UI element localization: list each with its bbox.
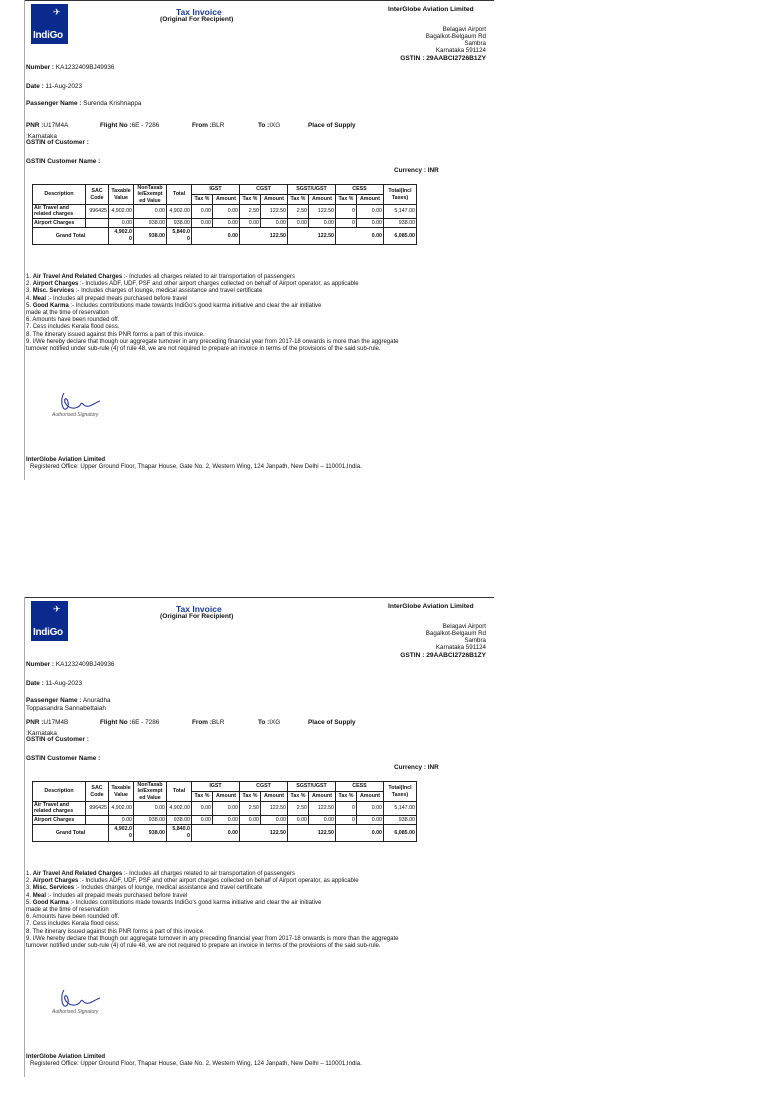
note-heading: Airport Charges bbox=[32, 878, 79, 885]
to-label: To : bbox=[258, 719, 270, 726]
address-line: Bagalkot-Belgaum Rd bbox=[425, 33, 486, 41]
to-field bbox=[258, 122, 281, 130]
cell-total-incl: 5,147.00 bbox=[384, 205, 417, 219]
note-heading: Air Travel And Related Charges bbox=[32, 274, 123, 280]
invoice-page-2 bbox=[24, 597, 494, 1097]
note-item bbox=[26, 310, 486, 317]
col-taxable: Taxable Value bbox=[109, 185, 134, 205]
invoice-title: Tax Invoice bbox=[176, 604, 222, 614]
note-text: :- Includes all prepaid meals purchased before travel bbox=[47, 892, 188, 899]
authorised-signatory: Authorised Signatory bbox=[52, 412, 99, 418]
cess-pct-header: Tax % bbox=[336, 195, 357, 205]
footer bbox=[26, 1053, 446, 1068]
invoice-number bbox=[26, 661, 114, 669]
date-label: Date : bbox=[26, 83, 44, 90]
note-number: 3. bbox=[26, 885, 32, 892]
cell-sgst-pct: 2.50 bbox=[288, 802, 309, 816]
left-border bbox=[24, 597, 25, 1077]
col-cess: CESS bbox=[336, 782, 384, 792]
col-igst: IGST bbox=[192, 185, 240, 195]
note-number: 6. bbox=[26, 914, 32, 921]
cell-cess-amt: 0.00 bbox=[357, 205, 384, 219]
cell-igst-amt: 0.00 bbox=[213, 218, 240, 227]
company-gstin: GSTIN : 29AABCI2726B1ZY bbox=[400, 652, 486, 659]
invoice-number bbox=[26, 64, 114, 72]
from-label: From : bbox=[192, 719, 212, 726]
note-item bbox=[26, 914, 486, 921]
cell-sac: 996425 bbox=[86, 802, 109, 816]
note-text: Cess includes Kerala flood cess. bbox=[32, 921, 120, 928]
gstin-customer-name: GSTIN Customer Name : bbox=[26, 755, 101, 762]
note-item bbox=[26, 943, 486, 950]
to-label: To : bbox=[258, 122, 270, 129]
from-value: BLR bbox=[211, 719, 225, 726]
note-item bbox=[26, 317, 486, 324]
cell-cess-pct: 0 bbox=[336, 218, 357, 227]
grand-total-row bbox=[33, 824, 417, 841]
col-sgst: SGST/UGST bbox=[288, 782, 336, 792]
cell-total: 4,902.00 bbox=[167, 205, 192, 219]
note-item bbox=[26, 878, 486, 885]
table-row bbox=[33, 205, 417, 219]
col-sac: SAC Code bbox=[86, 185, 109, 205]
col-sgst: SGST/UGST bbox=[288, 185, 336, 195]
passenger-value: Surenda Krishnappa bbox=[83, 100, 142, 107]
note-text: :- Includes ADF, UDF, PSF and other airport charges collected on behalf of Airport operator, as applicable bbox=[80, 281, 359, 288]
sgst-pct-header: Tax % bbox=[288, 195, 309, 205]
address-line: Sambra bbox=[464, 40, 486, 48]
note-item bbox=[26, 893, 486, 900]
note-number: 4. bbox=[26, 892, 32, 899]
footer-company: InterGlobe Aviation Limited bbox=[26, 456, 106, 463]
table-header-row bbox=[33, 185, 417, 195]
note-text: The itinerary issued against this PNR forms a part of this invoice. bbox=[32, 331, 205, 338]
note-heading: Misc. Services bbox=[32, 288, 75, 295]
company-name: InterGlobe Aviation Limited bbox=[388, 603, 474, 610]
left-border bbox=[24, 0, 25, 480]
note-number: 1. bbox=[26, 274, 32, 280]
passenger-value: Anuradha bbox=[82, 697, 111, 704]
note-text: made at the time of reservation bbox=[26, 309, 109, 316]
cell-total-incl: 5,147.00 bbox=[384, 802, 417, 816]
note-text: made at the time of reservation bbox=[26, 906, 109, 913]
address-line: Karnataka 591124 bbox=[435, 47, 486, 55]
pnr-field bbox=[26, 719, 69, 727]
authorised-signatory: Authorised Signatory bbox=[52, 1009, 99, 1015]
col-description: Description bbox=[33, 185, 86, 205]
note-item bbox=[26, 907, 486, 914]
note-heading: Good Karma bbox=[32, 899, 69, 906]
note-item bbox=[26, 885, 486, 892]
sgst-pct-header: Tax % bbox=[288, 792, 309, 802]
igst-amt-header: Amount bbox=[213, 195, 240, 205]
company-gstin: GSTIN : 29AABCI2726B1ZY bbox=[400, 55, 486, 62]
to-value: IXG bbox=[269, 122, 281, 129]
cgst-amt-header: Amount bbox=[261, 792, 288, 802]
note-text: :- Includes contributions made towards IndiGo's good karma initiative and clear the air initiative bbox=[70, 899, 322, 906]
cell-nontaxable: 938.00 bbox=[134, 218, 167, 227]
note-item bbox=[26, 339, 486, 346]
note-text: I/We hereby declare that though our aggregate turnover in any preceding financial year from 2017-18 onwards is more than the aggregate bbox=[32, 338, 399, 345]
cell-cess-pct: 0 bbox=[336, 815, 357, 824]
cell-sgst-amt: 122.50 bbox=[309, 205, 336, 219]
footer-address: Registered Office: Upper Ground Floor, Thapar House, Gate No. 2, Western Wing, 124 Janpath, New Delhi – 110001,India. bbox=[30, 1060, 362, 1068]
cell-cess-pct: 0 bbox=[336, 802, 357, 816]
cell-sgst-amt: 0.00 bbox=[309, 218, 336, 227]
cell-taxable: 4,902.00 bbox=[109, 802, 134, 816]
cell-total-incl: 938.00 bbox=[384, 218, 417, 227]
company-address bbox=[426, 623, 486, 652]
grand-total-total: 5,840.0 0 bbox=[167, 824, 192, 841]
passenger-label: Passenger Name : bbox=[26, 697, 82, 704]
note-text: :- Includes contributions made towards IndiGo's good karma initiative and clear the air initiative bbox=[70, 302, 322, 309]
cgst-pct-header: Tax % bbox=[240, 792, 261, 802]
pnr-value: U17M4B bbox=[43, 719, 69, 726]
flight-value: 6E - 7286 bbox=[131, 719, 160, 726]
flight-label: Flight No : bbox=[100, 122, 132, 129]
cgst-amt-header: Amount bbox=[261, 195, 288, 205]
cell-sac bbox=[86, 815, 109, 824]
logo-text: IndiGo bbox=[33, 627, 63, 638]
note-number: 9. bbox=[26, 338, 32, 345]
cell-igst-pct: 0.00 bbox=[192, 815, 213, 824]
cess-amt-header: Amount bbox=[357, 792, 384, 802]
note-item bbox=[26, 346, 486, 353]
cell-cess-amt: 0.00 bbox=[357, 218, 384, 227]
cell-description: Airport Charges bbox=[33, 218, 86, 227]
passenger-name bbox=[26, 100, 141, 108]
note-number: 8. bbox=[26, 331, 32, 338]
grand-total-sgst: 122.50 bbox=[288, 227, 336, 244]
note-heading: Meal bbox=[32, 295, 47, 302]
indigo-logo bbox=[31, 601, 68, 641]
cell-description: Airport Charges bbox=[33, 815, 86, 824]
cell-nontaxable: 0.00 bbox=[134, 802, 167, 816]
note-heading: Airport Charges bbox=[32, 281, 79, 288]
from-value: BLR bbox=[211, 122, 225, 129]
invoice-date bbox=[26, 83, 82, 91]
to-value: IXG bbox=[269, 719, 281, 726]
signature-image bbox=[50, 982, 110, 1022]
grand-total-cgst: 122.50 bbox=[240, 824, 288, 841]
note-text: :- Includes all charges related to air transportation of passengers bbox=[123, 871, 295, 877]
note-number: 6. bbox=[26, 317, 32, 324]
top-rule bbox=[24, 597, 494, 598]
note-text: :- Includes all charges related to air transportation of passengers bbox=[123, 274, 295, 280]
grand-total-cess: 0.00 bbox=[336, 824, 384, 841]
col-total: Total bbox=[167, 185, 192, 205]
note-item bbox=[26, 900, 486, 907]
cell-nontaxable: 938.00 bbox=[134, 815, 167, 824]
from-field bbox=[192, 122, 225, 130]
notes-list bbox=[26, 274, 486, 353]
note-item bbox=[26, 296, 486, 303]
cell-sgst-amt: 0.00 bbox=[309, 815, 336, 824]
col-nontaxable: NonTaxab le/Exempt ed Value bbox=[134, 782, 167, 802]
top-rule bbox=[24, 0, 494, 1]
col-cgst: CGST bbox=[240, 185, 288, 195]
note-text: :- Includes charges of lounge, medical assistance and travel certificate bbox=[75, 288, 263, 295]
plane-icon: ✈ bbox=[53, 604, 61, 614]
cell-cgst-pct: 2.50 bbox=[240, 205, 261, 219]
note-number: 7. bbox=[26, 921, 32, 928]
cell-igst-amt: 0.00 bbox=[213, 802, 240, 816]
address-line: Sambra bbox=[464, 637, 486, 645]
invoice-page-1 bbox=[24, 0, 494, 500]
tax-table bbox=[32, 781, 417, 842]
cell-total: 938.00 bbox=[167, 815, 192, 824]
cgst-pct-header: Tax % bbox=[240, 195, 261, 205]
cell-taxable: 4,902.00 bbox=[109, 205, 134, 219]
note-item bbox=[26, 936, 486, 943]
note-item bbox=[26, 274, 486, 281]
currency: Currency : INR bbox=[394, 167, 439, 174]
note-text: :- Includes charges of lounge, medical assistance and travel certificate bbox=[75, 885, 263, 892]
note-item bbox=[26, 929, 486, 936]
gstin-customer-name: GSTIN Customer Name : bbox=[26, 158, 101, 165]
table-row bbox=[33, 815, 417, 824]
notes-list bbox=[26, 871, 486, 950]
note-item bbox=[26, 281, 486, 288]
flight-field bbox=[100, 719, 160, 727]
col-cgst: CGST bbox=[240, 782, 288, 792]
col-description: Description bbox=[33, 782, 86, 802]
col-cess: CESS bbox=[336, 185, 384, 195]
cell-description: Air Travel and related charges bbox=[33, 205, 86, 219]
number-label: Number : bbox=[26, 661, 55, 668]
note-text: Amounts have been rounded off. bbox=[32, 914, 120, 921]
invoice-subtitle: (Original For Recipient) bbox=[160, 613, 234, 620]
cell-total: 938.00 bbox=[167, 218, 192, 227]
place-of-supply: Place of Supply bbox=[308, 719, 356, 726]
cell-taxable: 0.00 bbox=[109, 218, 134, 227]
note-heading: Misc. Services bbox=[32, 885, 75, 892]
supply-state: :Karnataka bbox=[26, 730, 57, 737]
col-igst: IGST bbox=[192, 782, 240, 792]
igst-pct-header: Tax % bbox=[192, 195, 213, 205]
cell-nontaxable: 0.00 bbox=[134, 205, 167, 219]
date-value: 11-Aug-2023 bbox=[45, 83, 83, 90]
grand-total-label: Grand Total bbox=[33, 227, 109, 244]
note-item bbox=[26, 324, 486, 331]
gstin-of-customer: GSTIN of Customer : bbox=[26, 736, 89, 743]
cell-igst-pct: 0.00 bbox=[192, 205, 213, 219]
date-label: Date : bbox=[26, 680, 44, 687]
passenger-value-line2: Toppasandra Sannabettaiah bbox=[26, 704, 106, 712]
passenger-label: Passenger Name : bbox=[26, 100, 82, 107]
grand-total-nontaxable: 938.00 bbox=[134, 227, 167, 244]
note-heading: Air Travel And Related Charges bbox=[32, 871, 123, 877]
note-text: The itinerary issued against this PNR forms a part of this invoice. bbox=[32, 928, 205, 935]
note-text: turnover notified under sub-rule (4) of rule 48, we are not required to prepare an invoice in terms of the provisions of the said sub-rule. bbox=[26, 345, 381, 352]
col-sac: SAC Code bbox=[86, 782, 109, 802]
note-number: 8. bbox=[26, 928, 32, 935]
table-row bbox=[33, 218, 417, 227]
cell-taxable: 0.00 bbox=[109, 815, 134, 824]
pnr-value: U17M4A bbox=[43, 122, 69, 129]
table-row bbox=[33, 802, 417, 816]
pnr-field bbox=[26, 122, 69, 130]
note-item bbox=[26, 871, 486, 878]
note-number: 5. bbox=[26, 899, 32, 906]
note-text: turnover notified under sub-rule (4) of rule 48, we are not required to prepare an invoice in terms of the provisions of the said sub-rule. bbox=[26, 942, 381, 949]
table-header-row bbox=[33, 782, 417, 792]
grand-total-incl: 6,085.00 bbox=[384, 227, 417, 244]
signature-image bbox=[50, 385, 110, 425]
indigo-logo bbox=[31, 4, 68, 44]
cell-cess-amt: 0.00 bbox=[357, 802, 384, 816]
cell-cgst-amt: 122.50 bbox=[261, 802, 288, 816]
cell-cgst-pct: 2.50 bbox=[240, 802, 261, 816]
flight-label: Flight No : bbox=[100, 719, 132, 726]
note-text: :- Includes all prepaid meals purchased before travel bbox=[47, 295, 188, 302]
cell-total: 4,902.00 bbox=[167, 802, 192, 816]
invoice-subtitle: (Original For Recipient) bbox=[160, 16, 234, 23]
cell-igst-pct: 0.00 bbox=[192, 802, 213, 816]
sgst-amt-header: Amount bbox=[309, 195, 336, 205]
cell-cgst-amt: 122.50 bbox=[261, 205, 288, 219]
note-heading: Good Karma bbox=[32, 302, 69, 309]
number-value: KA1232409BJ49936 bbox=[55, 64, 115, 71]
sgst-amt-header: Amount bbox=[309, 792, 336, 802]
invoice-date bbox=[26, 680, 82, 688]
cell-sgst-pct: 2.50 bbox=[288, 205, 309, 219]
date-value: 11-Aug-2023 bbox=[45, 680, 83, 687]
grand-total-cess: 0.00 bbox=[336, 227, 384, 244]
number-value: KA1232409BJ49936 bbox=[55, 661, 115, 668]
col-total-incl: Total(Incl Taxes) bbox=[384, 782, 417, 802]
place-of-supply: Place of Supply bbox=[308, 122, 356, 129]
cell-cess-pct: 0 bbox=[336, 205, 357, 219]
cell-cgst-pct: 0.00 bbox=[240, 218, 261, 227]
note-number: 9. bbox=[26, 935, 32, 942]
gstin-of-customer: GSTIN of Customer : bbox=[26, 139, 89, 146]
company-address bbox=[426, 26, 486, 55]
company-name: InterGlobe Aviation Limited bbox=[388, 6, 474, 13]
plane-icon: ✈ bbox=[53, 7, 61, 17]
cell-sgst-pct: 0.00 bbox=[288, 815, 309, 824]
igst-amt-header: Amount bbox=[213, 792, 240, 802]
address-line: Karnataka 591124 bbox=[435, 644, 486, 652]
cess-amt-header: Amount bbox=[357, 195, 384, 205]
grand-total-label: Grand Total bbox=[33, 824, 109, 841]
note-text: :- Includes ADF, UDF, PSF and other airport charges collected on behalf of Airport operator, as applicable bbox=[80, 878, 359, 885]
grand-total-sgst: 122.50 bbox=[288, 824, 336, 841]
cell-sac: 996425 bbox=[86, 205, 109, 219]
cell-description: Air Travel and related charges bbox=[33, 802, 86, 816]
note-number: 3. bbox=[26, 288, 32, 295]
note-item bbox=[26, 303, 486, 310]
passenger-name bbox=[26, 697, 111, 712]
address-line: Belagavi Airport bbox=[442, 623, 486, 630]
supply-state: :Karnataka bbox=[26, 133, 57, 140]
note-number: 2. bbox=[26, 878, 32, 885]
address-line: Belagavi Airport bbox=[442, 26, 486, 33]
col-taxable: Taxable Value bbox=[109, 782, 134, 802]
note-text: I/We hereby declare that though our aggregate turnover in any preceding financial year from 2017-18 onwards is more than the aggregate bbox=[32, 935, 399, 942]
cell-igst-pct: 0.00 bbox=[192, 218, 213, 227]
grand-total-row bbox=[33, 227, 417, 244]
cell-sgst-pct: 0.00 bbox=[288, 218, 309, 227]
cell-igst-amt: 0.00 bbox=[213, 205, 240, 219]
invoice-title: Tax Invoice bbox=[176, 7, 222, 17]
col-nontaxable: NonTaxab le/Exempt ed Value bbox=[134, 185, 167, 205]
grand-total-nontaxable: 938.00 bbox=[134, 824, 167, 841]
note-text: Amounts have been rounded off. bbox=[32, 317, 120, 324]
note-text: Cess includes Kerala flood cess. bbox=[32, 324, 120, 331]
logo-text: IndiGo bbox=[33, 30, 63, 41]
note-heading: Meal bbox=[32, 892, 47, 899]
grand-total-incl: 6,085.00 bbox=[384, 824, 417, 841]
grand-total-total: 5,840.0 0 bbox=[167, 227, 192, 244]
pnr-label: PNR : bbox=[26, 122, 44, 129]
cell-cgst-pct: 0.00 bbox=[240, 815, 261, 824]
col-total-incl: Total(Incl Taxes) bbox=[384, 185, 417, 205]
to-field bbox=[258, 719, 281, 727]
cess-pct-header: Tax % bbox=[336, 792, 357, 802]
note-item bbox=[26, 332, 486, 339]
note-item bbox=[26, 921, 486, 928]
col-total: Total bbox=[167, 782, 192, 802]
pnr-label: PNR : bbox=[26, 719, 44, 726]
currency: Currency : INR bbox=[394, 764, 439, 771]
footer bbox=[26, 456, 446, 471]
cell-total-incl: 938.00 bbox=[384, 815, 417, 824]
grand-total-taxable: 4,902.0 0 bbox=[109, 824, 134, 841]
note-number: 7. bbox=[26, 324, 32, 331]
flight-field bbox=[100, 122, 160, 130]
note-number: 5. bbox=[26, 302, 32, 309]
note-number: 4. bbox=[26, 295, 32, 302]
cell-igst-amt: 0.00 bbox=[213, 815, 240, 824]
igst-pct-header: Tax % bbox=[192, 792, 213, 802]
grand-total-taxable: 4,902.0 0 bbox=[109, 227, 134, 244]
from-label: From : bbox=[192, 122, 212, 129]
note-number: 1. bbox=[26, 871, 32, 877]
cell-cgst-amt: 0.00 bbox=[261, 815, 288, 824]
cell-cgst-amt: 0.00 bbox=[261, 218, 288, 227]
cell-sac bbox=[86, 218, 109, 227]
from-field bbox=[192, 719, 225, 727]
address-line: Bagalkot-Belgaum Rd bbox=[425, 630, 486, 638]
footer-company: InterGlobe Aviation Limited bbox=[26, 1053, 106, 1060]
cell-sgst-amt: 122.50 bbox=[309, 802, 336, 816]
note-item bbox=[26, 288, 486, 295]
tax-table bbox=[32, 184, 417, 245]
note-number: 2. bbox=[26, 281, 32, 288]
cell-cess-amt: 0.00 bbox=[357, 815, 384, 824]
number-label: Number : bbox=[26, 64, 55, 71]
grand-total-igst: 0.00 bbox=[192, 824, 240, 841]
grand-total-igst: 0.00 bbox=[192, 227, 240, 244]
flight-value: 6E - 7286 bbox=[131, 122, 160, 129]
footer-address: Registered Office: Upper Ground Floor, Thapar House, Gate No. 2, Western Wing, 124 Janpath, New Delhi – 110001,India. bbox=[30, 463, 362, 471]
grand-total-cgst: 122.50 bbox=[240, 227, 288, 244]
